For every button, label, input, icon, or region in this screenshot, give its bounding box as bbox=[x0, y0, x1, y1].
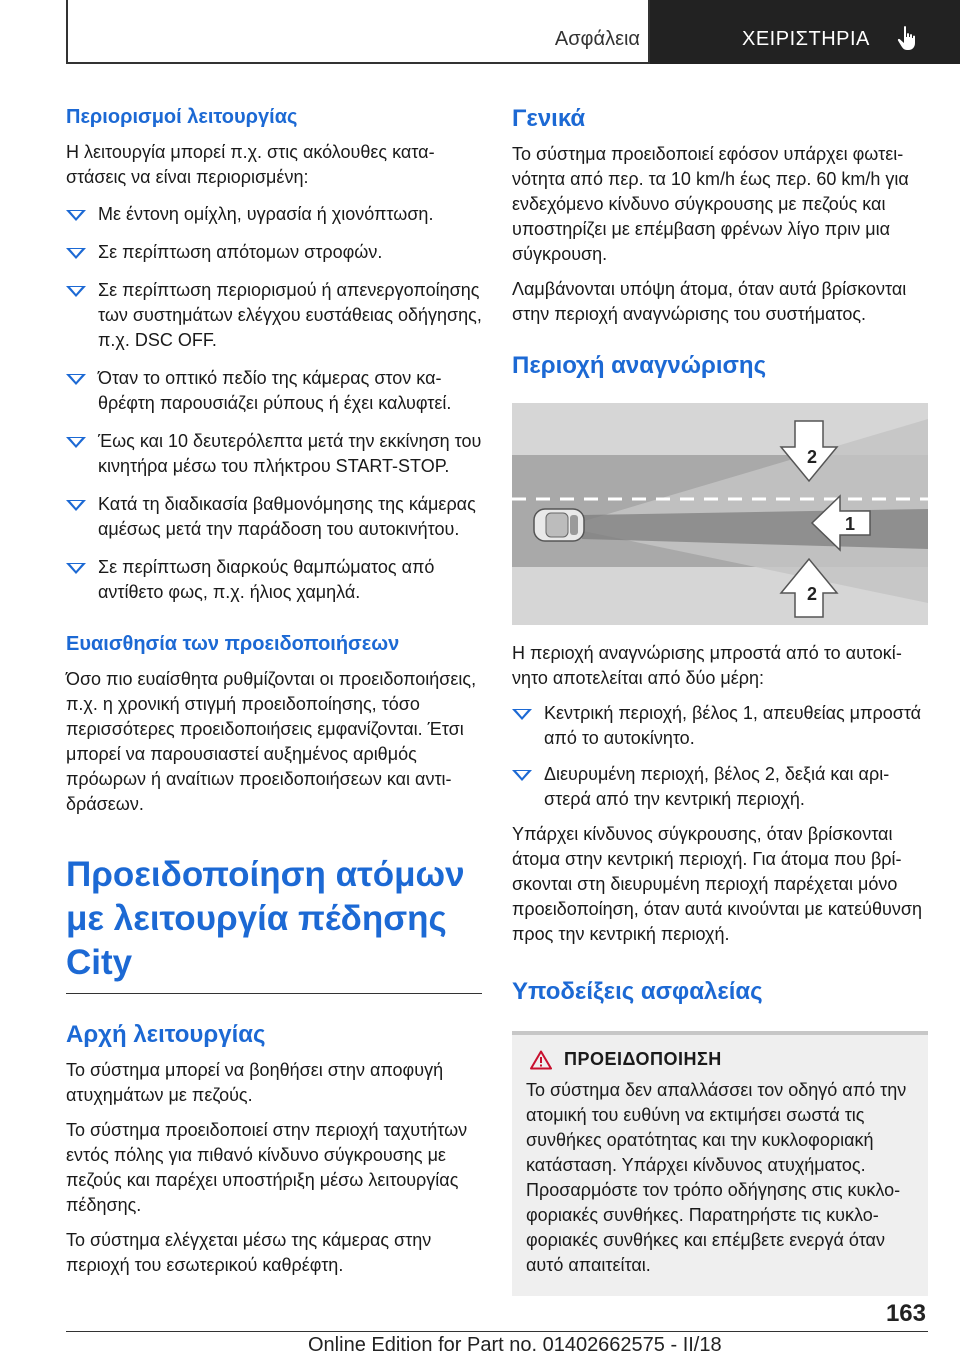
header-left-rule bbox=[66, 0, 68, 64]
warning-text: Το σύστημα δεν απαλλάσσει τον οδηγό από την ατομική του ευθύνη να εκτιμήσει σωστά τις συνθήκες ορατότητας και την κυκλοφοριακή κατάσταση. Υπάρχει κίνδυνος ατυχήματος. Προσαρμόστε τον τρόπο οδήγησης στις κυκλοφοριακές συνθήκες. Παρατηρήστε τις κυκλοφοριακές συνθήκες και επέμβετε ενεργά όταν αυτό απαιτείται. bbox=[526, 1080, 907, 1275]
footer-edition: Online Edition for Part no. 01402662575 - II/18 bbox=[308, 1334, 722, 1356]
title-rule bbox=[66, 993, 482, 994]
arrow-center-label: 1 bbox=[844, 514, 856, 534]
arrow-top-label: 2 bbox=[806, 447, 818, 467]
detection-list bbox=[512, 701, 928, 812]
detection-text: Υπάρχει κίνδυνος σύγκρουσης, όταν βρίσκονται άτομα στην κεντρική περιοχή. Για άτομα που βρίσκονται στη διευρυμένη περιοχή παρέχεται μόνο προειδοποίηση, όταν αυτά κινούνται με κατεύθυνση προς την κεντρική περιοχή. bbox=[512, 824, 922, 944]
list-item-text: Όταν το οπτικό πεδίο της κάμερας στον καθρέφτη παρουσιάζει ρύπους ή έχει καλυφτεί. bbox=[98, 368, 452, 413]
detection-area-diagram bbox=[512, 403, 928, 625]
header-section-title: Ασφάλεια bbox=[554, 28, 640, 50]
principle-heading: Αρχή λειτουργίας bbox=[66, 1021, 266, 1048]
detection-area-figure bbox=[512, 403, 928, 625]
list-item-text: Κεντρική περιοχή, βέλος 1, απευθείας μπροστά από το αυτοκίνητο. bbox=[544, 703, 922, 748]
list-item bbox=[66, 278, 482, 353]
principle-paragraph-1: Το σύστημα μπορεί να βοηθήσει στην αποφυγή ατυχημάτων με πεζούς. bbox=[66, 1060, 444, 1105]
arrow-bottom-label: 2 bbox=[806, 584, 818, 604]
detection-heading: Περιοχή αναγνώρισης bbox=[512, 352, 767, 379]
list-item bbox=[66, 202, 482, 227]
triangle-bullet-icon bbox=[66, 374, 86, 385]
warning-header bbox=[526, 1049, 914, 1070]
header-rule bbox=[66, 62, 650, 64]
header-chapter-label: ΧΕΙΡΙΣΤΗΡΙΑ bbox=[742, 28, 870, 50]
limits-intro: Η λειτουργία μπορεί π.χ. στις ακόλουθες καταστάσεις να είναι περιορισμένη: bbox=[66, 142, 435, 187]
detection-intro: Η περιοχή αναγνώρισης μπροστά από το αυτοκίνητο αποτελείται από δύο μέρη: bbox=[512, 643, 902, 688]
page-number: 163 bbox=[885, 1300, 926, 1327]
list-item-text: Σε περίπτωση διαρκούς θαμπώματος από αντίθετο φως, π.χ. ήλιος χαμηλά. bbox=[98, 557, 435, 602]
principle-paragraph-2: Το σύστημα προειδοποιεί στην περιοχή ταχυτήτων εντός πόλης για πιθανό κίνδυνο σύγκρουσης με πεζούς και παρέχει υποστήριξη μέσω λειτουργίας πέδησης. bbox=[66, 1120, 468, 1215]
right-column bbox=[512, 104, 928, 1296]
list-item-text: Έως και 10 δευτερόλεπτα μετά την εκκίνηση του κινητήρα μέσω του πλήκτρου START-STOP. bbox=[98, 431, 482, 476]
safety-heading: Υποδείξεις ασφαλείας bbox=[512, 978, 763, 1005]
list-item bbox=[66, 240, 482, 265]
list-item bbox=[66, 429, 482, 479]
list-item-text: Σε περίπτωση απότομων στροφών. bbox=[98, 242, 383, 262]
triangle-bullet-icon bbox=[66, 500, 86, 511]
main-title: Προειδοποίηση ατόμων με λειτουργία πέδησης City bbox=[66, 855, 465, 982]
list-item bbox=[512, 701, 928, 751]
triangle-bullet-icon bbox=[66, 210, 86, 221]
warning-block bbox=[512, 1031, 928, 1296]
footer-rule bbox=[66, 1331, 928, 1332]
general-heading: Γενικά bbox=[512, 105, 586, 132]
triangle-bullet-icon bbox=[66, 286, 86, 297]
warning-box bbox=[512, 1035, 928, 1296]
list-item-text: Διευρυμένη περιοχή, βέλος 2, δεξιά και αριστερά από την κεντρική περιοχή. bbox=[544, 764, 890, 809]
general-paragraph-1: Το σύστημα προειδοποιεί εφόσον υπάρχει φωτεινότητα από περ. τα 10 km/h έως περ. 60 km/h για ενδεχόμενο κίνδυνο σύγκρουσης με πεζούς και υποστηρίζει με επέμβαση φρένων λίγο πριν μια σύγκρουση. bbox=[512, 144, 909, 264]
principle-paragraph-3: Το σύστημα ελέγχεται μέσω της κάμερας στην περιοχή του εσωτερικού καθρέφτη. bbox=[66, 1230, 432, 1275]
warning-label: ΠΡΟΕΙΔΟΠΟΙΗΣΗ bbox=[564, 1049, 722, 1069]
left-column bbox=[66, 104, 482, 1278]
list-item-text: Σε περίπτωση περιορισμού ή απενεργοποίησης των συστημάτων ελέγχου ευστάθειας οδήγησης, π.χ. DSC OFF. bbox=[98, 280, 482, 350]
sensitivity-text: Όσο πιο ευαίσθητα ρυθμίζονται οι προειδοποιήσεις, π.χ. η χρονική στιγμή προειδοποίησης, τόσο περισσότερες προειδοποιήσεις εμφανίζονται. Έτσι μπορεί να παρουσιαστεί αυξημένος αριθμός πρόωρων ή αναίτιων προειδοποιήσεων και αντιδράσεων. bbox=[66, 669, 477, 814]
header-chapter-tab bbox=[650, 0, 960, 64]
list-item bbox=[512, 762, 928, 812]
list-item-text: Κατά τη διαδικασία βαθμονόμησης της κάμερας αμέσως μετά την παράδοση του αυτοκινήτου. bbox=[98, 494, 476, 539]
hand-pointer-icon bbox=[895, 24, 923, 52]
car-icon bbox=[534, 509, 584, 541]
triangle-bullet-icon bbox=[512, 709, 532, 720]
warning-triangle-icon bbox=[530, 1050, 552, 1070]
sensitivity-heading: Ευαισθησία των προειδοποιήσεων bbox=[66, 633, 400, 655]
limits-heading: Περιορισμοί λειτουργίας bbox=[66, 106, 298, 128]
list-item bbox=[66, 492, 482, 542]
triangle-bullet-icon bbox=[512, 770, 532, 781]
list-item-text: Με έντονη ομίχλη, υγρασία ή χιονόπτωση. bbox=[98, 204, 434, 224]
limits-list bbox=[66, 202, 482, 605]
triangle-bullet-icon bbox=[66, 248, 86, 259]
triangle-bullet-icon bbox=[66, 437, 86, 448]
general-paragraph-2: Λαμβάνονται υπόψη άτομα, όταν αυτά βρίσκονται στην περιοχή αναγνώρισης του συστήματος. bbox=[512, 279, 907, 324]
triangle-bullet-icon bbox=[66, 563, 86, 574]
list-item bbox=[66, 366, 482, 416]
list-item bbox=[66, 555, 482, 605]
